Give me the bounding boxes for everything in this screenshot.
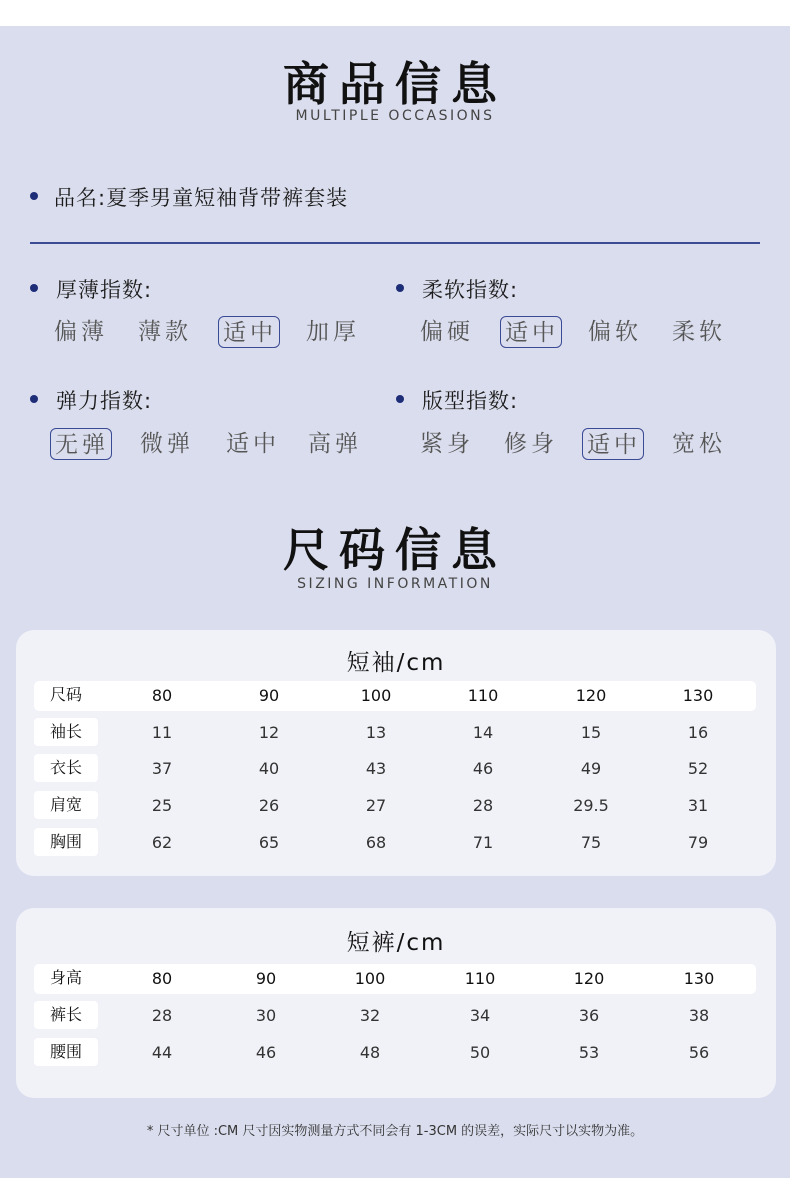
attr-softness-label: 柔软指数: [422,278,519,302]
row-label: 腰围 [34,1038,98,1066]
attr-option: 适中 [226,431,280,457]
table-header-row [34,964,756,994]
table-cell: 29.5 [573,796,609,815]
table-row [34,1038,776,1068]
attr-option: 宽松 [672,431,726,457]
table-cell: 49 [580,759,602,778]
attr-option-selected: 适中 [582,428,644,460]
table-title: 短裤/cm [346,930,446,956]
table-cell: 52 [687,759,709,778]
attr-fit-label: 版型指数: [422,389,519,413]
attr-option: 薄款 [138,319,192,345]
size-table-shorts [16,908,776,1098]
table-cell: 130 [683,969,715,988]
attr-option: 加厚 [306,319,360,345]
bullet-icon [30,284,38,292]
top-band [0,0,790,26]
attr-option-selected: 适中 [218,316,280,348]
table-row [34,754,776,784]
table-cell: 43 [365,759,387,778]
table-cell: 46 [255,1043,277,1062]
table-cell: 44 [151,1043,173,1062]
bullet-icon [30,395,38,403]
table-row [34,718,776,748]
table-cell: 32 [359,1006,381,1025]
table-cell: 38 [688,1006,710,1025]
table-cell: 68 [365,833,387,852]
attr-option: 偏硬 [420,319,474,345]
size-table-shirt [16,630,776,876]
table-cell: 110 [464,969,496,988]
attr-option: 高弹 [308,431,362,457]
divider [30,242,760,244]
table-cell: 71 [472,833,494,852]
attr-option: 紧身 [420,431,474,457]
bullet-icon [396,284,404,292]
table-cell: 120 [575,686,607,705]
table-cell: 28 [472,796,494,815]
table-cell: 36 [578,1006,600,1025]
table-row [34,828,776,858]
table-cell: 31 [687,796,709,815]
row-label: 衣长 [34,754,98,782]
table-cell: 62 [151,833,173,852]
size-info-subtitle: SIZING INFORMATION [297,576,493,592]
table-cell: 56 [688,1043,710,1062]
table-cell: 13 [365,723,387,742]
attr-thickness-label: 厚薄指数: [56,278,153,302]
table-cell: 79 [687,833,709,852]
table-cell: 25 [151,796,173,815]
table-header-row [34,681,756,711]
attr-option: 修身 [504,431,558,457]
table-cell: 40 [258,759,280,778]
table-cell: 14 [472,723,494,742]
table-cell: 100 [354,969,386,988]
bottom-band [0,1178,790,1190]
table-cell: 53 [578,1043,600,1062]
table-cell: 90 [255,969,277,988]
bullet-icon [30,192,38,200]
attr-elasticity-label: 弹力指数: [56,389,153,413]
table-cell: 16 [687,723,709,742]
attr-softness-options [416,316,746,350]
product-name: 品名:夏季男童短袖背带裤套装 [54,186,349,210]
attr-option: 偏软 [588,319,642,345]
table-cell: 11 [151,723,173,742]
row-label: 尺码 [49,685,82,704]
table-cell: 15 [580,723,602,742]
row-label: 肩宽 [34,791,98,819]
table-cell: 65 [258,833,280,852]
bullet-icon [396,395,404,403]
row-label: 裤长 [34,1001,98,1029]
row-label: 袖长 [34,718,98,746]
table-row [34,1001,776,1031]
attr-option-selected: 无弹 [50,428,112,460]
attr-fit-options [416,428,746,462]
table-cell: 48 [359,1043,381,1062]
table-cell: 27 [365,796,387,815]
size-info-title: 尺码信息 [283,523,507,577]
table-cell: 80 [151,969,173,988]
table-cell: 26 [258,796,280,815]
row-label: 身高 [49,968,82,987]
table-cell: 100 [360,686,392,705]
table-cell: 34 [469,1006,491,1025]
attr-option: 微弹 [140,431,194,457]
attr-option: 柔软 [672,319,726,345]
table-cell: 46 [472,759,494,778]
table-cell: 80 [151,686,173,705]
table-cell: 75 [580,833,602,852]
table-cell: 110 [467,686,499,705]
product-info-title: 商品信息 [283,57,507,111]
table-cell: 28 [151,1006,173,1025]
table-row [34,791,776,821]
attr-thickness-options [50,316,380,350]
table-cell: 90 [258,686,280,705]
table-cell: 30 [255,1006,277,1025]
product-info-subtitle: MULTIPLE OCCASIONS [295,108,495,124]
table-cell: 130 [682,686,714,705]
attr-option: 偏薄 [54,319,108,345]
table-cell: 37 [151,759,173,778]
table-title: 短袖/cm [346,650,446,676]
row-label: 胸围 [34,828,98,856]
attr-elasticity-options [50,428,380,462]
footnote: * 尺寸单位 :CM 尺寸因实物测量方式不同会有 1-3CM 的误差，实际尺寸以实物为准。 [146,1124,644,1139]
table-cell: 50 [469,1043,491,1062]
attr-option-selected: 适中 [500,316,562,348]
table-cell: 120 [573,969,605,988]
table-cell: 12 [258,723,280,742]
